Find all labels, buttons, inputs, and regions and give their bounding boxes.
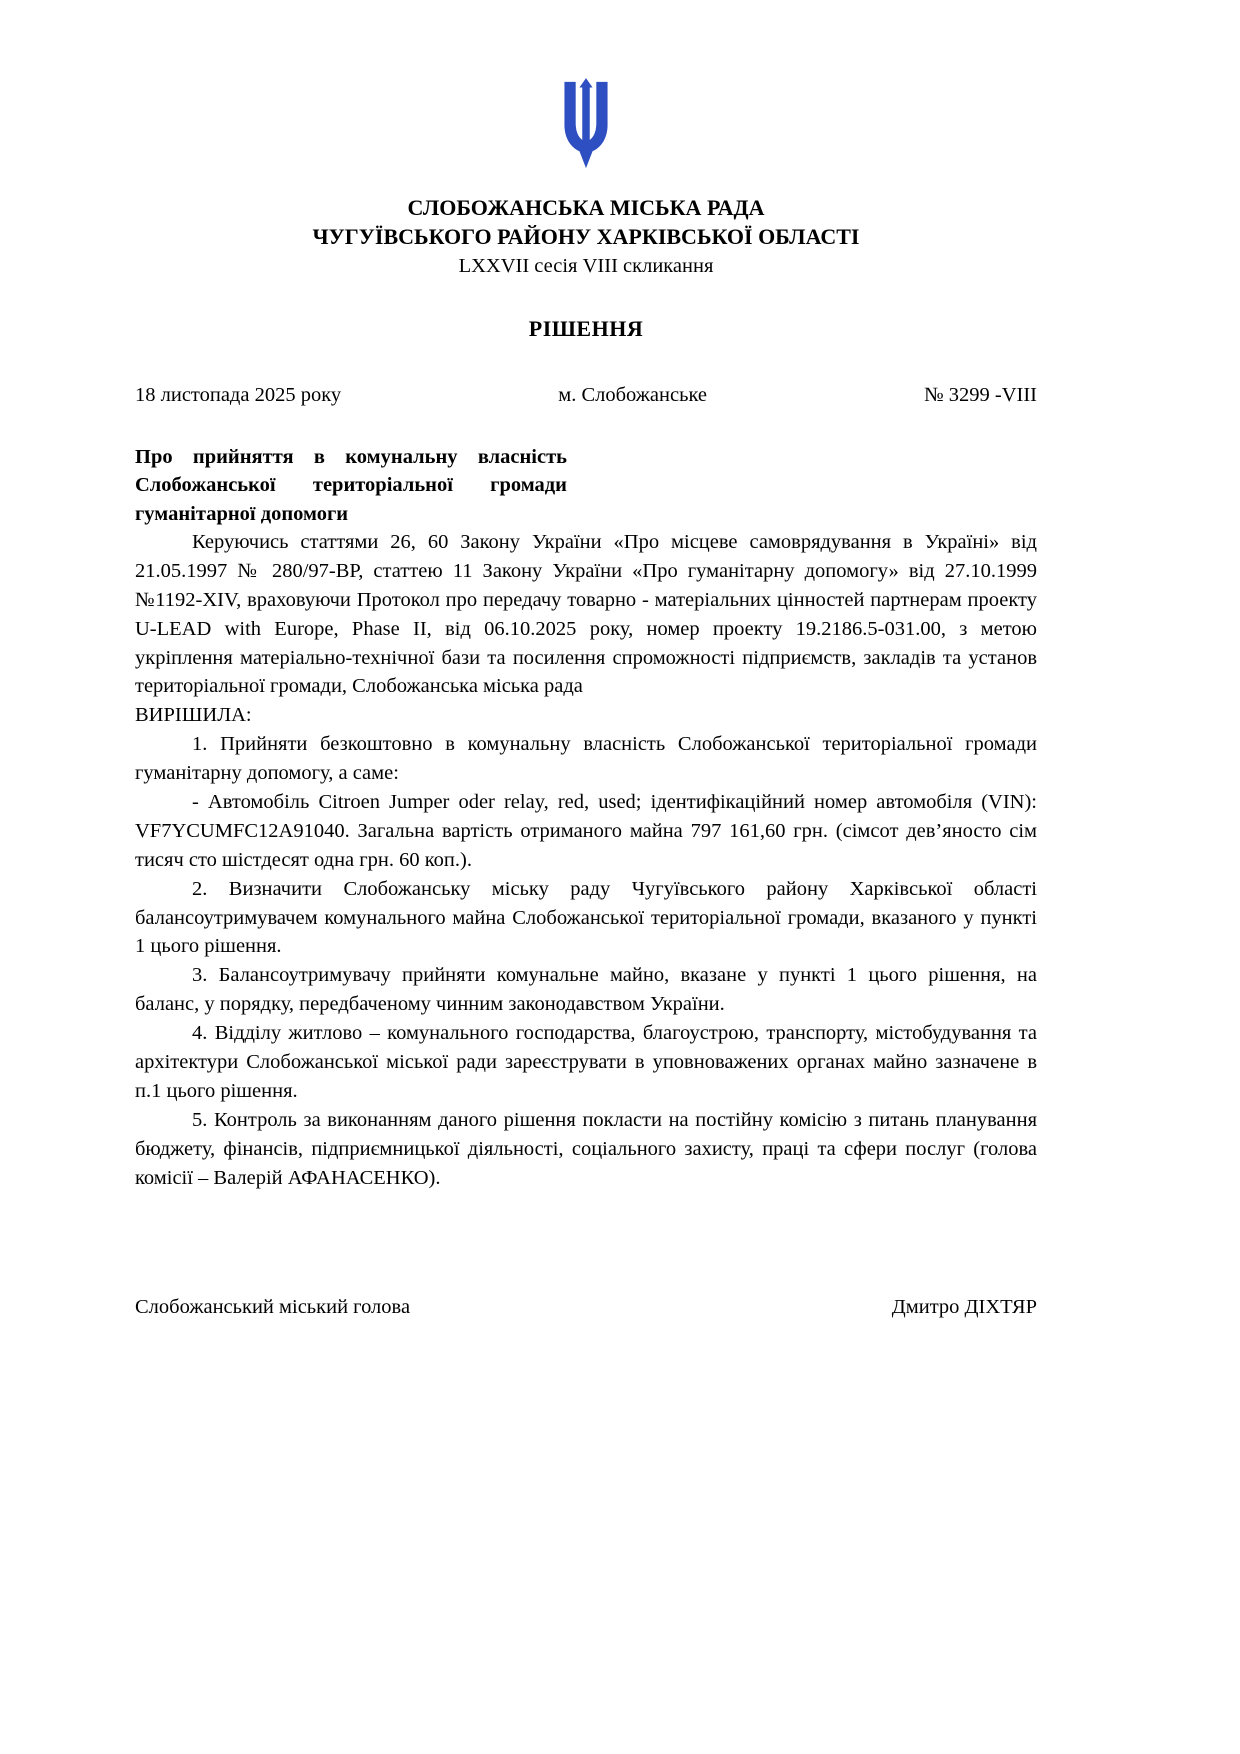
- resolution-item-1: 1. Прийняти безкоштовно в комунальну власність Слобожанської територіальної громади гуманітарну допомогу, а саме:: [135, 733, 1037, 785]
- resolution-item-5: 5. Контроль за виконанням даного рішення покласти на постійну комісію з питань планування бюджету, фінансів, підприємницької діяльності, соціального захисту, праці та сфери послуг (голова комісії – Валерій АФАНАСЕНКО).: [135, 1108, 1037, 1189]
- session-line: LXXVII сесія VIII скликання: [458, 255, 714, 278]
- signature-row: [135, 1296, 1037, 1319]
- resolution-item-3: 3. Балансоутримувачу прийняти комунальне майно, вказане у пункті 1 цього рішення, на баланс, у порядку, передбаченому чинним законодавством України.: [135, 964, 1037, 1016]
- meta-row: [135, 384, 1037, 407]
- preamble-paragraph: Керуючись статтями 26, 60 Закону України «Про місцеве самоврядування в Україні» від 21.05.1997 № 280/97-ВР, статтею 11 Закону України «Про гуманітарну допомогу» від 27.10.1999 №1192-XIV, враховуючи Протокол про передачу товарно - матеріальних цінностей партнерам проекту U-LEAD with Europe, Phase II, від 06.10.2025 року, номер проекту 19.2186.5-031.00, з метою укріплення матеріально-технічної бази та посилення спроможності підприємств, закладів та установ територіальної громади, Слобожанська міська рада: [135, 530, 1037, 698]
- document-place: м. Слобожанське: [558, 384, 707, 407]
- resolution-item-4: 4. Відділу житлово – комунального господарства, благоустрою, транспорту, містобудування та архітектури Слобожанської міської ради зареєструвати в уповноважених органах майно зазначене в п.1 цього рішення.: [135, 1022, 1037, 1102]
- org-name-line1: СЛОБОЖАНСЬКА МІСЬКА РАДА: [407, 195, 765, 220]
- resolution-item-vehicle: - Автомобіль Citroen Jumper oder relay, red, used; ідентифікаційний номер автомобіля (VIN): VF7YCUMFC12A91040. Загальна вартість отриманого майна 797 161,60 грн. (сімсот дев’яносто сім тисяч сто шістдесят одна грн. 60 коп.).: [135, 790, 1037, 871]
- document-type-title: РІШЕННЯ: [528, 316, 644, 342]
- resolved-label: ВИРІШИЛА:: [135, 704, 252, 727]
- org-name-line2: ЧУГУЇВСЬКОГО РАЙОНУ ХАРКІВСЬКОЇ ОБЛАСТІ: [312, 224, 860, 250]
- signatory-name: Дмитро ДІХТЯР: [891, 1296, 1037, 1319]
- trident-icon: [556, 78, 616, 172]
- signatory-position: Слобожанський міський голова: [135, 1296, 411, 1319]
- subject-title: Про прийняття в комунальну власність Слобожанської територіальної громади гуманітарної допомоги: [135, 446, 567, 525]
- document-date: 18 листопада 2025 року: [135, 384, 342, 407]
- ukraine-trident-emblem: [135, 78, 1037, 177]
- document-number: № 3299 -VIII: [924, 384, 1037, 407]
- resolution-item-2: 2. Визначити Слобожанську міську раду Чугуївського району Харківської області балансоутримувачем комунального майна Слобожанської територіальної громади, вказаного у пункті 1 цього рішення.: [135, 877, 1037, 958]
